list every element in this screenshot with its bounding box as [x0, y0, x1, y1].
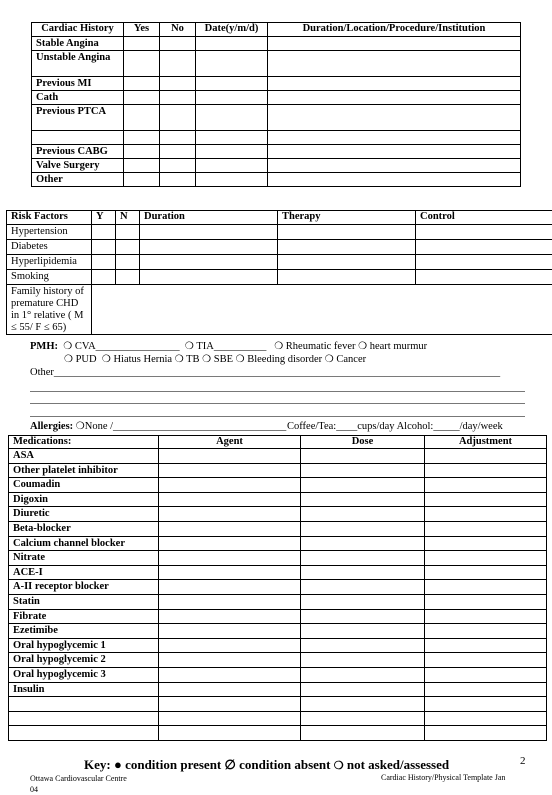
- details-cell[interactable]: [268, 91, 521, 105]
- table-row: [9, 536, 547, 551]
- page-number: 2: [520, 755, 526, 767]
- adjustment-cell[interactable]: [425, 638, 547, 653]
- date-cell[interactable]: [196, 159, 268, 173]
- key-label: Key:: [84, 757, 111, 772]
- medication-label: Oral hypoglycemic 1: [9, 638, 159, 653]
- agent-cell[interactable]: [159, 580, 301, 595]
- medication-label: Other platelet inhibitor: [9, 463, 159, 478]
- table-row: [9, 492, 547, 507]
- pmh-blank-line[interactable]: [30, 416, 525, 417]
- radio-icon[interactable]: ❍: [236, 353, 245, 366]
- row-label: Stable Angina: [32, 37, 124, 51]
- agent-cell[interactable]: [159, 565, 301, 580]
- no-cell[interactable]: [160, 51, 196, 77]
- table-row: [9, 726, 547, 741]
- radio-icon[interactable]: ❍: [202, 353, 211, 366]
- row-label: Other: [32, 173, 124, 187]
- pmh-option: SBE: [214, 354, 233, 365]
- agent-cell[interactable]: [159, 638, 301, 653]
- adjustment-cell[interactable]: [425, 653, 547, 668]
- therapy-cell[interactable]: [278, 255, 416, 270]
- agent-cell[interactable]: [159, 653, 301, 668]
- radio-icon[interactable]: ❍: [175, 353, 184, 366]
- yes-cell[interactable]: [124, 77, 160, 91]
- table-row: [9, 697, 547, 712]
- n-cell[interactable]: [116, 240, 140, 255]
- control-cell[interactable]: [416, 270, 552, 285]
- dose-cell[interactable]: [301, 449, 425, 464]
- pmh-section: [30, 340, 530, 379]
- date-cell[interactable]: [196, 91, 268, 105]
- table-row: [9, 551, 547, 566]
- agent-cell[interactable]: [159, 594, 301, 609]
- adjustment-cell[interactable]: [425, 711, 547, 726]
- adjustment-cell[interactable]: [425, 594, 547, 609]
- yes-cell[interactable]: [124, 51, 160, 77]
- table-row: [9, 653, 547, 668]
- dose-cell[interactable]: [301, 478, 425, 493]
- row-label: Hyperlipidemia: [7, 255, 92, 270]
- details-cell[interactable]: [268, 145, 521, 159]
- legend-key: [84, 757, 449, 773]
- medication-label: Beta-blocker: [9, 521, 159, 536]
- adjustment-cell[interactable]: [425, 492, 547, 507]
- agent-cell[interactable]: [159, 463, 301, 478]
- date-cell[interactable]: [196, 105, 268, 131]
- details-cell[interactable]: [268, 131, 521, 145]
- table-row: [32, 77, 521, 91]
- medication-label: Digoxin: [9, 492, 159, 507]
- details-cell[interactable]: [268, 105, 521, 131]
- adjustment-cell[interactable]: [425, 521, 547, 536]
- row-label: Previous PTCA: [32, 105, 124, 131]
- adjustment-cell[interactable]: [425, 667, 547, 682]
- table-row: [7, 285, 552, 335]
- no-cell[interactable]: [160, 105, 196, 131]
- pmh-option: CVA________________: [75, 341, 180, 352]
- dose-cell[interactable]: [301, 565, 425, 580]
- risk-factors-table: [6, 210, 552, 335]
- meds-col-dose: Dose: [301, 436, 425, 449]
- agent-cell[interactable]: [159, 609, 301, 624]
- table-row: [9, 711, 547, 726]
- row-label: Unstable Angina: [32, 51, 124, 77]
- table-row: [9, 682, 547, 697]
- adjustment-cell[interactable]: [425, 624, 547, 639]
- agent-cell[interactable]: [159, 697, 301, 712]
- pmh-option: TIA__________: [196, 341, 266, 352]
- row-label: [32, 131, 124, 145]
- radio-icon[interactable]: ❍: [63, 340, 72, 353]
- no-cell[interactable]: [160, 91, 196, 105]
- risk-col-factor: Risk Factors: [7, 211, 92, 225]
- pmh-option: PUD: [76, 354, 97, 365]
- control-cell[interactable]: [416, 255, 552, 270]
- table-row: [9, 594, 547, 609]
- agent-cell[interactable]: [159, 449, 301, 464]
- dose-cell[interactable]: [301, 463, 425, 478]
- date-cell[interactable]: [196, 37, 268, 51]
- radio-icon[interactable]: ❍: [274, 340, 283, 353]
- details-cell[interactable]: [268, 77, 521, 91]
- date-cell[interactable]: [196, 131, 268, 145]
- table-row: [9, 449, 547, 464]
- filled-circle-icon: ●: [114, 757, 122, 772]
- agent-cell[interactable]: [159, 478, 301, 493]
- medication-label: Ezetimibe: [9, 624, 159, 639]
- dose-cell[interactable]: [301, 624, 425, 639]
- medication-label: Coumadin: [9, 478, 159, 493]
- medications-table: [8, 435, 547, 741]
- y-cell[interactable]: [92, 255, 116, 270]
- yes-cell[interactable]: [124, 37, 160, 51]
- coffee-alcohol-line[interactable]: Coffee/Tea:____cups/day Alcohol:_____/day/week: [287, 421, 503, 432]
- adjustment-cell[interactable]: [425, 551, 547, 566]
- yes-cell[interactable]: [124, 159, 160, 173]
- row-label: Diabetes: [7, 240, 92, 255]
- pmh-line-1: [30, 340, 530, 353]
- key-absent-label: condition absent: [239, 757, 330, 772]
- agent-cell[interactable]: [159, 667, 301, 682]
- duration-cell[interactable]: [140, 255, 278, 270]
- duration-cell[interactable]: [140, 225, 278, 240]
- y-cell[interactable]: [92, 225, 116, 240]
- dose-cell[interactable]: [301, 667, 425, 682]
- table-row: [9, 580, 547, 595]
- meds-col-medication: Medications:: [9, 436, 159, 449]
- key-not-asked-label: not asked/assessed: [347, 757, 449, 772]
- row-label: Previous MI: [32, 77, 124, 91]
- table-row: [32, 37, 521, 51]
- dose-cell[interactable]: [301, 492, 425, 507]
- table-row: [7, 255, 552, 270]
- medication-label: Fibrate: [9, 609, 159, 624]
- adjustment-cell[interactable]: [425, 565, 547, 580]
- agent-cell[interactable]: [159, 682, 301, 697]
- no-cell[interactable]: [160, 173, 196, 187]
- medication-label: Oral hypoglycemic 3: [9, 667, 159, 682]
- key-present-label: condition present: [125, 757, 221, 772]
- meds-body: [9, 449, 547, 741]
- dose-cell[interactable]: [301, 697, 425, 712]
- radio-icon[interactable]: ❍: [325, 353, 334, 366]
- footer-year: 04: [30, 784, 127, 795]
- cardiac-col-date: Date(y/m/d): [196, 23, 268, 37]
- allergies-none[interactable]: None /_________________________________: [85, 421, 287, 432]
- table-row: [32, 131, 521, 145]
- pmh-blank-line[interactable]: [30, 391, 525, 392]
- date-cell[interactable]: [196, 173, 268, 187]
- agent-cell[interactable]: [159, 492, 301, 507]
- therapy-cell[interactable]: [278, 240, 416, 255]
- row-label: Smoking: [7, 270, 92, 285]
- table-row: [32, 51, 521, 77]
- cardiac-header-row: [32, 23, 521, 37]
- allergies-line: [30, 421, 530, 432]
- adjustment-cell[interactable]: [425, 478, 547, 493]
- medication-label: A-II receptor blocker: [9, 580, 159, 595]
- pmh-option: Bleeding disorder: [247, 354, 322, 365]
- meds-header-row: [9, 436, 547, 449]
- row-label: Hypertension: [7, 225, 92, 240]
- agent-cell[interactable]: [159, 507, 301, 522]
- n-cell[interactable]: [116, 270, 140, 285]
- dose-cell[interactable]: [301, 507, 425, 522]
- pmh-option: Rheumatic fever: [286, 341, 356, 352]
- medication-label: Statin: [9, 594, 159, 609]
- agent-cell[interactable]: [159, 711, 301, 726]
- row-label: Previous CABG: [32, 145, 124, 159]
- table-row: [9, 463, 547, 478]
- date-cell[interactable]: [196, 51, 268, 77]
- family-history-cell[interactable]: [92, 285, 552, 335]
- control-cell[interactable]: [416, 240, 552, 255]
- duration-cell[interactable]: [140, 240, 278, 255]
- table-row: [32, 173, 521, 187]
- duration-cell[interactable]: [140, 270, 278, 285]
- dose-cell[interactable]: [301, 594, 425, 609]
- y-cell[interactable]: [92, 240, 116, 255]
- yes-cell[interactable]: [124, 145, 160, 159]
- n-cell[interactable]: [116, 225, 140, 240]
- dose-cell[interactable]: [301, 521, 425, 536]
- dose-cell[interactable]: [301, 682, 425, 697]
- adjustment-cell[interactable]: [425, 449, 547, 464]
- medication-label: Diuretic: [9, 507, 159, 522]
- cardiac-history-table: [31, 22, 521, 187]
- no-cell[interactable]: [160, 37, 196, 51]
- pmh-line-2: [30, 353, 530, 366]
- medication-label: [9, 697, 159, 712]
- adjustment-cell[interactable]: [425, 580, 547, 595]
- table-row: [7, 270, 552, 285]
- risk-col-control: Control: [416, 211, 552, 225]
- radio-icon[interactable]: ❍: [185, 340, 194, 353]
- row-label: Valve Surgery: [32, 159, 124, 173]
- table-row: [32, 159, 521, 173]
- table-row: [9, 624, 547, 639]
- footer-left: [30, 773, 127, 795]
- radio-icon[interactable]: ❍: [76, 421, 85, 432]
- agent-cell[interactable]: [159, 726, 301, 741]
- table-row: [32, 91, 521, 105]
- table-row: [9, 667, 547, 682]
- table-row: [32, 145, 521, 159]
- pmh-blank-line[interactable]: [30, 403, 525, 404]
- pmh-label: PMH:: [30, 341, 58, 352]
- control-cell[interactable]: [416, 225, 552, 240]
- agent-cell[interactable]: [159, 536, 301, 551]
- yes-cell[interactable]: [124, 131, 160, 145]
- null-set-icon: ∅: [225, 757, 236, 772]
- adjustment-cell[interactable]: [425, 536, 547, 551]
- details-cell[interactable]: [268, 159, 521, 173]
- dose-cell[interactable]: [301, 609, 425, 624]
- dose-cell[interactable]: [301, 536, 425, 551]
- meds-col-agent: Agent: [159, 436, 301, 449]
- adjustment-cell[interactable]: [425, 507, 547, 522]
- adjustment-cell[interactable]: [425, 697, 547, 712]
- pmh-option: TB: [186, 354, 199, 365]
- details-cell[interactable]: [268, 37, 521, 51]
- medication-label: [9, 711, 159, 726]
- no-cell[interactable]: [160, 131, 196, 145]
- table-row: [32, 105, 521, 131]
- table-row: [7, 240, 552, 255]
- table-row: [9, 609, 547, 624]
- y-cell[interactable]: [92, 270, 116, 285]
- agent-cell[interactable]: [159, 521, 301, 536]
- yes-cell[interactable]: [124, 91, 160, 105]
- risk-col-n: N: [116, 211, 140, 225]
- pmh-option: Cancer: [336, 354, 366, 365]
- no-cell[interactable]: [160, 77, 196, 91]
- yes-cell[interactable]: [124, 105, 160, 131]
- table-row: [9, 638, 547, 653]
- no-cell[interactable]: [160, 159, 196, 173]
- agent-cell[interactable]: [159, 624, 301, 639]
- open-circle-icon: ❍: [334, 760, 344, 772]
- row-label: Cath: [32, 91, 124, 105]
- dose-cell[interactable]: [301, 638, 425, 653]
- date-cell[interactable]: [196, 77, 268, 91]
- adjustment-cell[interactable]: [425, 609, 547, 624]
- risk-col-y: Y: [92, 211, 116, 225]
- no-cell[interactable]: [160, 145, 196, 159]
- pmh-option: Hiatus Hernia: [113, 354, 172, 365]
- cardiac-col-history: Cardiac History: [32, 23, 124, 37]
- risk-col-therapy: Therapy: [278, 211, 416, 225]
- family-history-label: Family history of premature CHD in 1° relative ( M ≤ 55/ F ≤ 65): [7, 285, 92, 335]
- cardiac-col-yes: Yes: [124, 23, 160, 37]
- medication-label: Nitrate: [9, 551, 159, 566]
- footer-organization: Ottawa Cardiovascular Centre: [30, 773, 127, 784]
- adjustment-cell[interactable]: [425, 463, 547, 478]
- details-cell[interactable]: [268, 173, 521, 187]
- risk-col-duration: Duration: [140, 211, 278, 225]
- pmh-other-line[interactable]: Other_____________________________________________________________________________________: [30, 366, 525, 379]
- cardiac-col-no: No: [160, 23, 196, 37]
- dose-cell[interactable]: [301, 580, 425, 595]
- details-cell[interactable]: [268, 51, 521, 77]
- table-row: [7, 225, 552, 240]
- medication-label: [9, 726, 159, 741]
- medication-label: Insulin: [9, 682, 159, 697]
- meds-col-adjustment: Adjustment: [425, 436, 547, 449]
- n-cell[interactable]: [116, 255, 140, 270]
- dose-cell[interactable]: [301, 711, 425, 726]
- medication-label: Oral hypoglycemic 2: [9, 653, 159, 668]
- yes-cell[interactable]: [124, 173, 160, 187]
- table-row: [9, 507, 547, 522]
- dose-cell[interactable]: [301, 551, 425, 566]
- medication-label: ASA: [9, 449, 159, 464]
- medication-label: ACE-I: [9, 565, 159, 580]
- table-row: [9, 521, 547, 536]
- agent-cell[interactable]: [159, 551, 301, 566]
- date-cell[interactable]: [196, 145, 268, 159]
- adjustment-cell[interactable]: [425, 726, 547, 741]
- pmh-option: heart murmur: [370, 341, 427, 352]
- dose-cell[interactable]: [301, 726, 425, 741]
- radio-icon[interactable]: ❍: [102, 353, 111, 366]
- therapy-cell[interactable]: [278, 225, 416, 240]
- footer-template-name: Cardiac History/Physical Template Jan: [381, 773, 505, 782]
- table-row: [9, 478, 547, 493]
- dose-cell[interactable]: [301, 653, 425, 668]
- medication-label: Calcium channel blocker: [9, 536, 159, 551]
- adjustment-cell[interactable]: [425, 682, 547, 697]
- radio-icon[interactable]: ❍: [358, 340, 367, 353]
- risk-header-row: [7, 211, 552, 225]
- table-row: [9, 565, 547, 580]
- radio-icon[interactable]: ❍: [64, 353, 73, 366]
- allergies-label: Allergies:: [30, 421, 73, 432]
- therapy-cell[interactable]: [278, 270, 416, 285]
- cardiac-col-details: Duration/Location/Procedure/Institution: [268, 23, 521, 37]
